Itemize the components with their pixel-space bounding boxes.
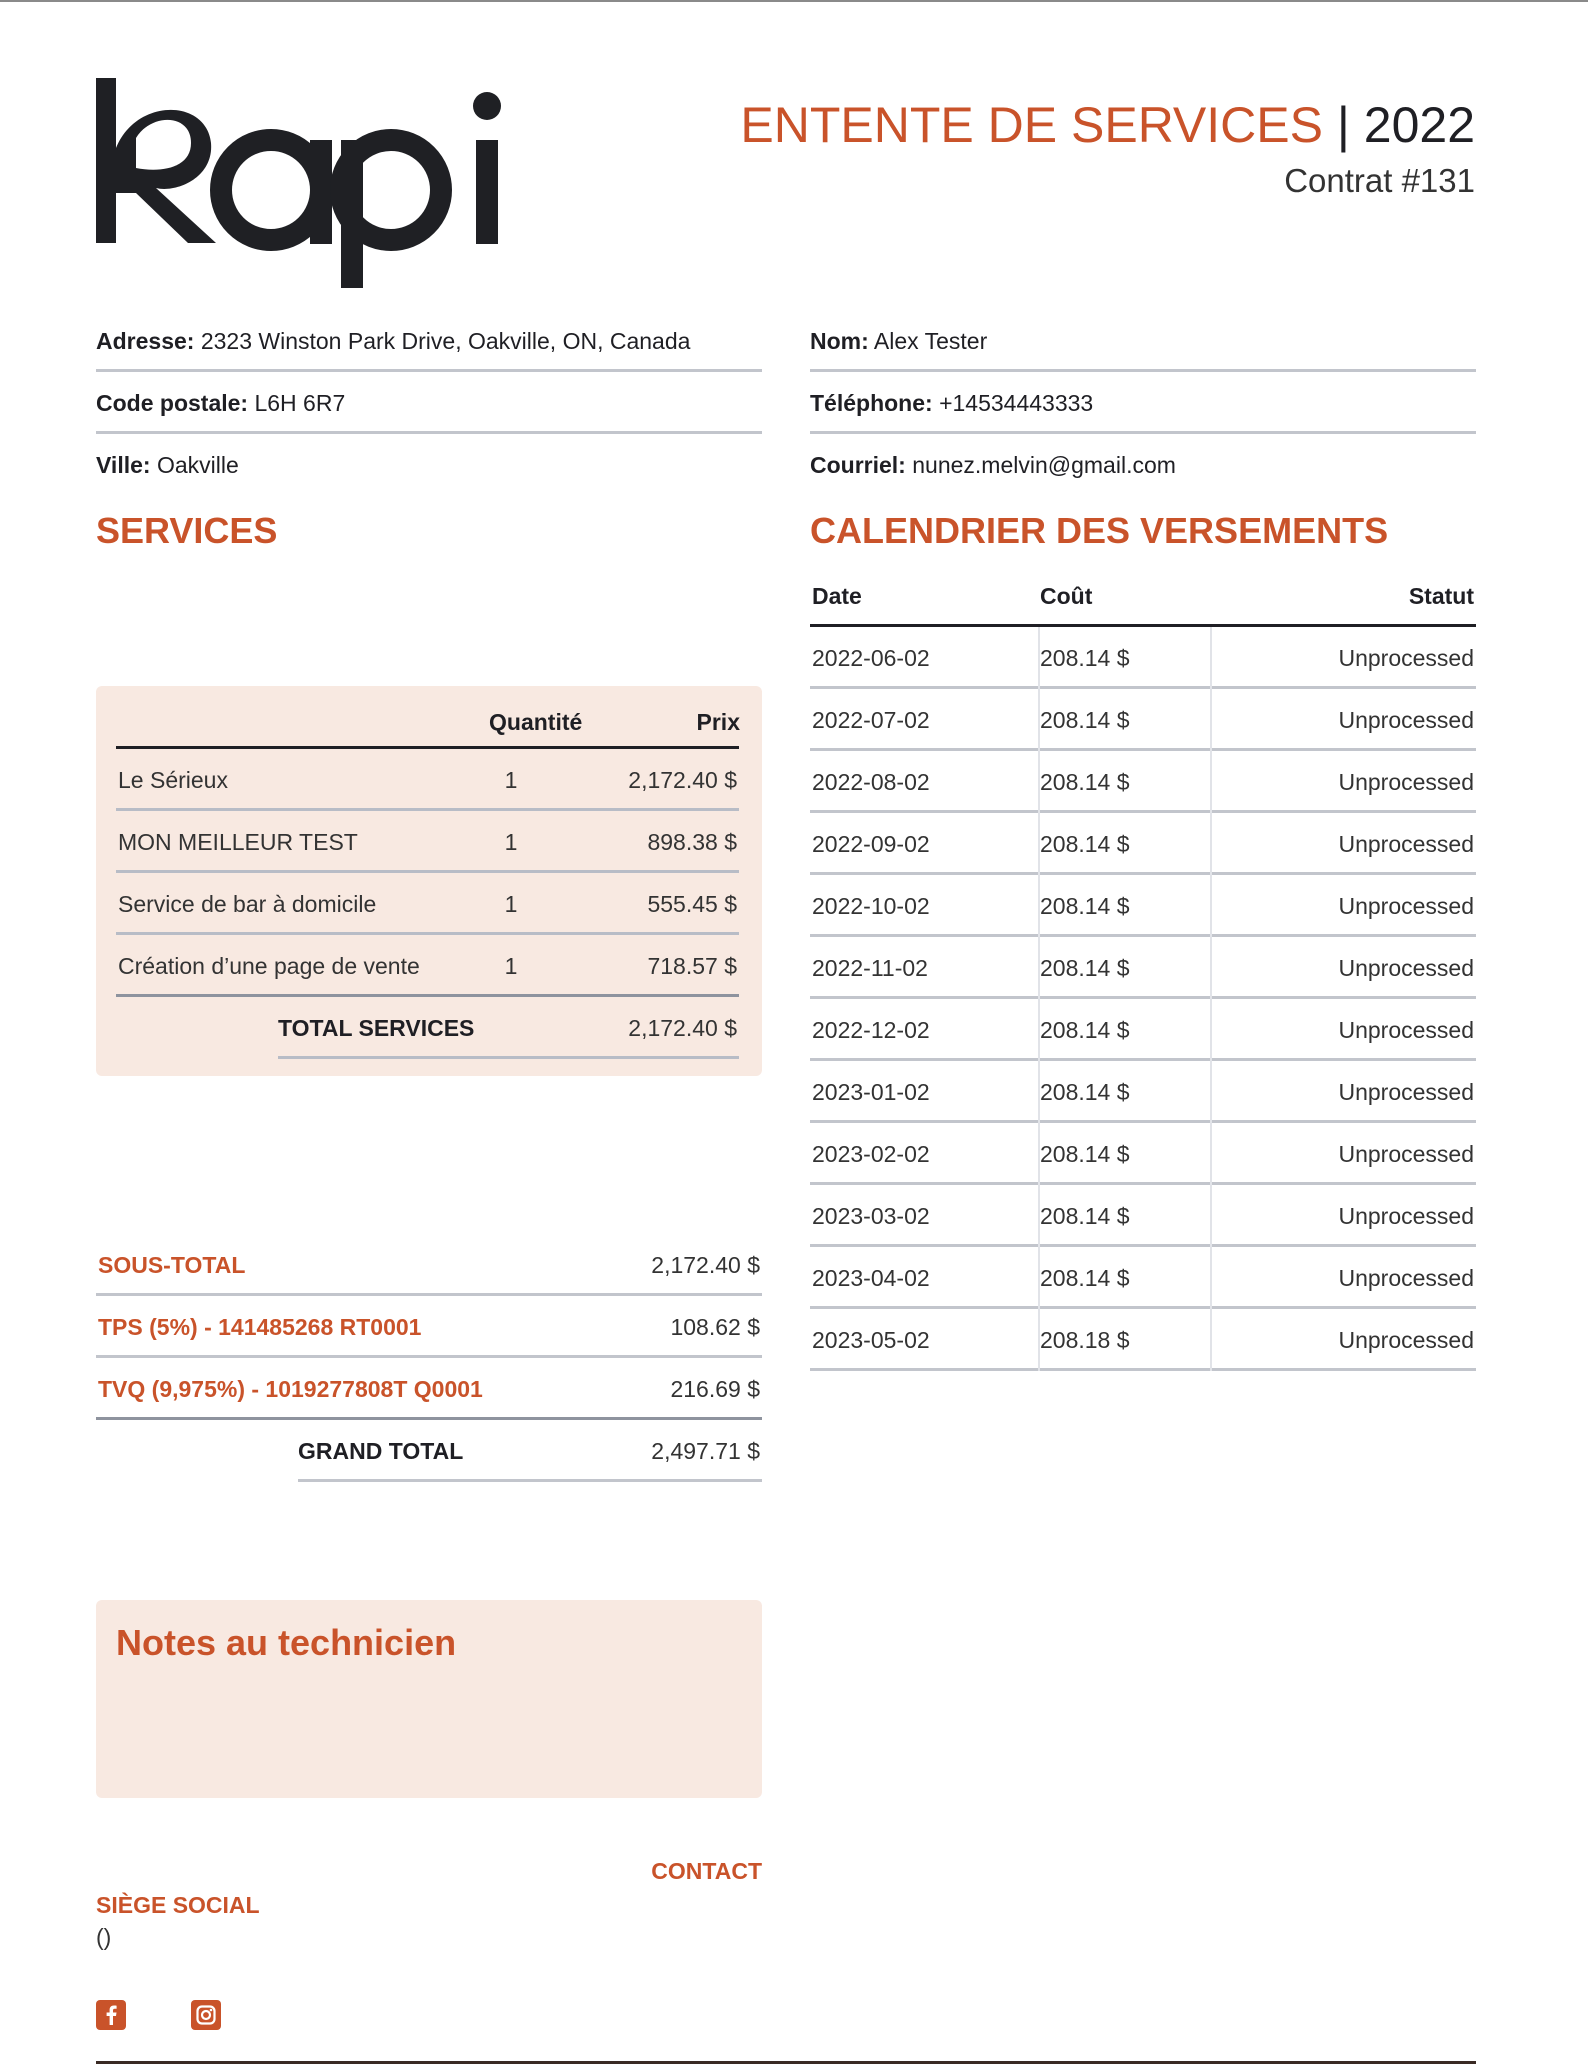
- facebook-icon[interactable]: [96, 2000, 126, 2030]
- column-separator: [1210, 1309, 1212, 1371]
- column-header-price: Prix: [696, 709, 740, 735]
- payment-status: Unprocessed: [1338, 1141, 1474, 1167]
- column-separator: [1210, 813, 1212, 875]
- payment-cost: 208.14 $: [1040, 707, 1130, 733]
- footer-divider: [96, 2061, 1476, 2064]
- tvq-row: [96, 1358, 762, 1420]
- email-label: Courriel:: [810, 452, 906, 478]
- column-separator: [1210, 999, 1212, 1061]
- payment-cost: 208.14 $: [1040, 955, 1130, 981]
- payment-status: Unprocessed: [1338, 1327, 1474, 1353]
- document-title: [740, 97, 1475, 153]
- payment-cost: 208.14 $: [1040, 1017, 1130, 1043]
- contact-heading: CONTACT: [651, 1858, 762, 1884]
- service-name: Service de bar à domicile: [118, 891, 377, 917]
- payment-status: Unprocessed: [1338, 707, 1474, 733]
- tps-row: [96, 1296, 762, 1358]
- column-separator: [1210, 627, 1212, 689]
- phone-label: Téléphone:: [810, 390, 933, 416]
- payment-cost: 208.14 $: [1040, 893, 1130, 919]
- tps-label: TPS (5%) - 141485268 RT0001: [98, 1314, 422, 1340]
- services-total-label: TOTAL SERVICES: [278, 1015, 475, 1041]
- payment-date: 2023-02-02: [812, 1141, 930, 1167]
- payment-status: Unprocessed: [1338, 831, 1474, 857]
- service-quantity: 1: [504, 953, 518, 979]
- service-quantity: 1: [504, 891, 518, 917]
- address-row: [96, 310, 762, 372]
- address-label: Adresse:: [96, 328, 195, 354]
- payment-date: 2022-11-02: [812, 955, 928, 981]
- column-separator: [1210, 1061, 1212, 1123]
- column-header-date: Date: [812, 583, 862, 609]
- payment-cost: 208.14 $: [1040, 769, 1130, 795]
- service-price: 555.45 $: [647, 891, 737, 917]
- service-name: Le Sérieux: [118, 767, 228, 793]
- payment-cost: 208.18 $: [1040, 1327, 1130, 1353]
- payment-status: Unprocessed: [1338, 1017, 1474, 1043]
- name-value: Alex Tester: [873, 328, 988, 354]
- column-separator: [1210, 689, 1212, 751]
- postal-code-value: L6H 6R7: [254, 390, 346, 416]
- grand-total-label: GRAND TOTAL: [298, 1438, 464, 1464]
- payment-date: 2022-09-02: [812, 831, 930, 857]
- service-name: MON MEILLEUR TEST: [118, 829, 358, 855]
- payment-date: 2023-04-02: [812, 1265, 930, 1291]
- tps-value: 108.62 $: [670, 1314, 760, 1340]
- payment-status: Unprocessed: [1338, 1265, 1474, 1291]
- schedule-row: [810, 999, 1476, 1061]
- payment-date: 2023-05-02: [812, 1327, 930, 1353]
- top-border: [0, 0, 1588, 2]
- schedule-row: [810, 751, 1476, 813]
- postal-code-label: Code postale:: [96, 390, 249, 416]
- column-separator: [1210, 1123, 1212, 1185]
- payment-status: Unprocessed: [1338, 645, 1474, 671]
- column-header-status: Statut: [1408, 583, 1474, 609]
- payment-status: Unprocessed: [1338, 1079, 1474, 1105]
- payment-cost: 208.14 $: [1040, 1079, 1130, 1105]
- service-row: [116, 935, 739, 997]
- payment-status: Unprocessed: [1338, 1203, 1474, 1229]
- payment-date: 2023-01-02: [812, 1079, 930, 1105]
- column-header-cost: Coût: [1040, 583, 1093, 609]
- schedule-row: [810, 1123, 1476, 1185]
- title-year: 2022: [1363, 97, 1475, 153]
- service-price: 898.38 $: [647, 829, 737, 855]
- title-main: ENTENTE DE SERVICES: [740, 97, 1323, 153]
- service-price: 2,172.40 $: [628, 767, 737, 793]
- subtotal-label: SOUS-TOTAL: [98, 1252, 246, 1278]
- payment-cost: 208.14 $: [1040, 1203, 1130, 1229]
- head-office-heading: SIÈGE SOCIAL: [96, 1892, 260, 1918]
- service-name: Création d’une page de vente: [118, 953, 420, 979]
- service-price: 718.57 $: [647, 953, 737, 979]
- services-title: SERVICES: [96, 510, 278, 551]
- schedule-row: [810, 689, 1476, 751]
- schedule-row: [810, 1061, 1476, 1123]
- payment-cost: 208.14 $: [1040, 645, 1130, 671]
- head-office-value: (): [96, 1924, 112, 1950]
- city-value: Oakville: [156, 452, 239, 478]
- column-separator: [1210, 937, 1212, 999]
- instagram-icon[interactable]: [191, 2000, 221, 2030]
- payment-date: 2023-03-02: [812, 1203, 930, 1229]
- tvq-label: TVQ (9,975%) - 1019277808T Q0001: [98, 1376, 483, 1402]
- phone-value: +14534443333: [939, 390, 1094, 416]
- name-label: Nom:: [810, 328, 869, 354]
- column-separator: [1210, 751, 1212, 813]
- column-separator: [1210, 875, 1212, 937]
- payment-date: 2022-06-02: [812, 645, 930, 671]
- schedule-row: [810, 937, 1476, 999]
- schedule-row: [810, 875, 1476, 937]
- services-total-value: 2,172.40 $: [628, 1015, 737, 1041]
- payment-date: 2022-10-02: [812, 893, 930, 919]
- notes-title: Notes au technicien: [116, 1622, 457, 1663]
- payment-date: 2022-12-02: [812, 1017, 930, 1043]
- payment-status: Unprocessed: [1338, 769, 1474, 795]
- grand-total-row: [298, 1420, 762, 1482]
- name-row: [810, 310, 1476, 372]
- services-table: [96, 686, 762, 1076]
- title-separator: |: [1336, 97, 1350, 153]
- payment-date: 2022-08-02: [812, 769, 930, 795]
- column-separator: [1210, 1185, 1212, 1247]
- schedule-row: [810, 1185, 1476, 1247]
- subtotal-value: 2,172.40 $: [651, 1252, 760, 1278]
- city-row: [96, 434, 762, 496]
- address-value: 2323 Winston Park Drive, Oakville, ON, Canada: [200, 328, 691, 354]
- technician-notes: [96, 1600, 762, 1798]
- payment-status: Unprocessed: [1338, 893, 1474, 919]
- service-row: [116, 749, 739, 811]
- payment-cost: 208.14 $: [1040, 831, 1130, 857]
- contract-number: Contrat #131: [1284, 162, 1475, 199]
- service-quantity: 1: [504, 767, 518, 793]
- subtotal-row: [96, 1234, 762, 1296]
- schedule-row: [810, 627, 1476, 689]
- column-separator: [1210, 1247, 1212, 1309]
- grand-total-value: 2,497.71 $: [651, 1438, 760, 1464]
- payment-cost: 208.14 $: [1040, 1141, 1130, 1167]
- email-value[interactable]: nunez.melvin@gmail.com: [912, 452, 1176, 478]
- service-row: [116, 811, 739, 873]
- payment-status: Unprocessed: [1338, 955, 1474, 981]
- schedule-row: [810, 813, 1476, 875]
- payment-cost: 208.14 $: [1040, 1265, 1130, 1291]
- city-label: Ville:: [96, 452, 151, 478]
- schedule-header-row: [810, 565, 1476, 627]
- schedule-row: [810, 1309, 1476, 1371]
- email-row: [810, 434, 1476, 496]
- logo-mark: [96, 78, 506, 288]
- tvq-value: 216.69 $: [670, 1376, 760, 1402]
- schedule-title: CALENDRIER DES VERSEMENTS: [810, 510, 1389, 551]
- payment-date: 2022-07-02: [812, 707, 930, 733]
- brand-logo: [96, 78, 506, 288]
- phone-row: [810, 372, 1476, 434]
- column-header-quantity: Quantité: [489, 709, 583, 735]
- service-quantity: 1: [504, 829, 518, 855]
- services-total-row: [278, 997, 739, 1059]
- postal-code-row: [96, 372, 762, 434]
- service-row: [116, 873, 739, 935]
- schedule-row: [810, 1247, 1476, 1309]
